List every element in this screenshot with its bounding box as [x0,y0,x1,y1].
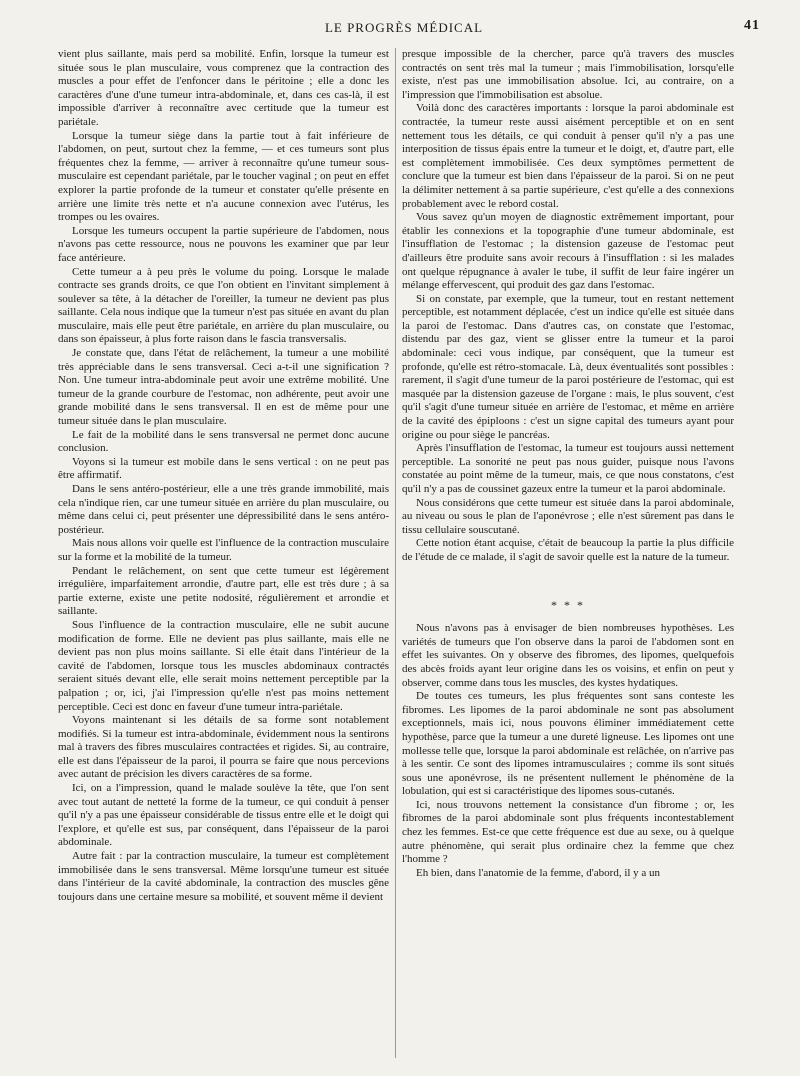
paragraph: Dans le sens antéro-postérieur, elle a une très grande immobilité, mais cela n'indique rien, car une tumeur située en arrière du plan musculaire, ou même dans celui ci, peut présenter une dépressibilité dans le sens antéro-postérieur. [58,483,389,536]
section-separator: * * * [551,597,585,612]
paragraph: Vous savez qu'un moyen de diagnostic extrêmement important, pour établir les connexions et la topographie d'une tumeur abdominale, est l'insufflation de l'estomac ; la distension gazeuse de l'estomac peut d'ailleurs être produite sans avoir recours à l'insufflation : si les malades ont quelque répugnance à avaler le tube, il suffit de leur faire ingérer un mélange effervescent, qui produit des gaz dans l'estomac. [402,211,734,292]
paragraph: De toutes ces tumeurs, les plus fréquentes sont sans conteste les fibromes. Les lipomes de la paroi abdominale ne sont pas absolument exceptionnels, mais ici, nous pouvons éliminer immédiatement cette hypothèse, parce que la tumeur a une dureté ligneuse. Les lipomes ont une mollesse telle que, lorsque la paroi abdominale est relâchée, on n'arrive pas à les sentir. Ce sont des lipomes intramusculaires ; comme ils sont situés sous une aponévrose, ils ne présentent nullement le phénomène de la lobulation, qui est si caractéristique des lipomes sous-cutanés. [402,690,734,798]
paragraph: presque impossible de la chercher, parce qu'à travers des muscles contractés on sent très mal la tumeur ; mais l'immobilisation, lorsqu'elle existe, n'est pas une immobilisation absolue. Ici, au contraire, on a l'impression que l'immobilisation est absolue. [402,48,734,101]
paragraph: Ici, on a l'impression, quand le malade soulève la tête, que l'on sent avec tout autant de netteté la forme de la tumeur, ce qui conduit à penser qu'il n'y a pas une épaisseur considérable de tissus entre elle et le doigt qui l'explore, et qu'elle est sus, par conséquent, dans l'épaisseur de la paroi abdominale. [58,782,389,849]
paragraph: Mais nous allons voir quelle est l'influence de la contraction musculaire sur la forme et la mobilité de la tumeur. [58,537,389,563]
running-header [48,18,760,38]
right-column [402,48,734,880]
paragraph: Autre fait : par la contraction musculaire, la tumeur est complètement immobilisée dans le sens transversal. Même lorsqu'une tumeur est située dans l'intérieur de la cavité abdominale, la contraction des muscles gêne toujours dans une certaine mesure sa mobilité, et souvent même il devient [58,850,389,903]
paragraph: Eh bien, dans l'anatomie de la femme, d'abord, il y a un [416,866,661,879]
paragraph: Ici, nous trouvons nettement la consistance d'un fibrome ; or, les fibromes de la paroi abdominale sont plus fréquents incontestablement chez les femmes. Est-ce que cette fréquence est due au sexe, ou à quelque autre phénomène, qui serait plus ordinaire chez la femme que chez l'homme ? [402,798,734,866]
paragraph: Lorsque les tumeurs occupent la partie supérieure de l'abdomen, nous n'avons pas cette ressource, nous ne pouvons les examiner que par leur face antérieure. [58,224,389,264]
paragraph: Je constate que, dans l'état de relâchement, la tumeur a une mobilité très appréciable dans le sens transversal. Ceci a-t-il une signification ? Non. Une tumeur intra-abdominale peut avoir une extrême mobilité. Une tumeur de la grande courbure de l'estomac, non adhérente, peut avoir une grande mobilité dans le sens transversal. Il en est de même pour une tumeur située dans le plan musculaire. [58,347,389,428]
paragraph: Cette notion étant acquise, c'était de beaucoup la partie la plus difficile de l'étude de ce malade, il s'agit de savoir quelle est la nature de la tumeur. [402,537,734,563]
paragraph: vient plus saillante, mais perd sa mobilité. Enfin, lorsque la tumeur est située sous le plan musculaire, vous comprenez que la contraction des muscles a pour effet de l'enfoncer dans le péritoine ; elle a donc les caractères d'une d'une tumeur intra-abdominale, et, dans ces cas-là, il est impossible d'arriver à reconnaître avec certitude que la tumeur est pariétale. [58,48,389,128]
paragraph: Voyons si la tumeur est mobile dans le sens vertical : on ne peut pas être affirmatif. [58,455,389,482]
left-column [58,48,389,904]
paragraph: Voilà donc des caractères importants : lorsque la paroi abdominale est contractée, la tumeur reste aussi aisément perceptible et on en sent nettement tous les détails, ce qui conduit à penser qu'il n'y a pas une interposition de tissus épais entre la tumeur et le doigt, et, d'autre part, elle est complètement immobilisée. Ces deux symptômes permettent de conclure que la tumeur est bien dans l'épaisseur de la paroi. Si on ne peut la délimiter nettement à sa partie supérieure, c'est qu'elle a des connexions probablement avec le rebord costal. [402,102,734,210]
page-number: 41 [744,18,760,33]
paragraph: Cette tumeur a à peu près le volume du poing. Lorsque le malade contracte ses grands droits, ce que l'on obtient en l'invitant simplement à soulever sa tête, à la détacher de l'oreiller, la tumeur ne devient pas plus saillante. Cela nous indique que la tumeur n'est pas située en avant du plan musculaire, mais elle peut être pariétale, en arrière du plan musculaire, ou dans son épaisseur, à plus forte raison dans le fascia transversalis. [58,265,389,346]
paragraph: Nous n'avons pas à envisager de bien nombreuses hypothèses. Les variétés de tumeurs que l'on observe dans la paroi de l'abdomen sont en effet les suivantes. On y observe des fibromes, des lipomes, quelquefois des abcès froids ayant leur origine dans les os voisins, et enfin on peut y observer, comme dans tous les muscles, des kystes hydatiques. [402,622,734,689]
column-divider [395,48,396,1058]
paragraph: Après l'insufflation de l'estomac, la tumeur est toujours aussi nettement perceptible. La sonorité ne peut pas nous guider, puisque nous l'avons constatée au point même de la tumeur, mais, ce que nous constatons, c'est qu'il n'y a pas de coussinet gazeux entre la tumeur et la paroi abdominale. [402,442,734,495]
paragraph: Nous considérons que cette tumeur est située dans la paroi abdominale, au niveau ou sous le plan de l'aponévrose ; elle n'est sûrement pas dans le tissu cellulaire souscutané. [402,496,734,536]
paragraph: Si on constate, par exemple, que la tumeur, tout en restant nettement perceptible, est notamment déplacée, c'est un indice qu'elle est située dans la paroi de l'estomac. Dans d'autres cas, on constate que l'estomac, distendu par des gaz, vient se glisser entre la tumeur et la paroi abdominale: ceci vous indique, par conséquent, que la tumeur est profonde, qu'elle est rétro-stomacale. Là, deux éventualités sont possibles : rarement, il s'agit d'une tumeur de la paroi postérieure de l'estomac, qui est masquée par la distension gazeuse de l'organe : mais, le plus souvent, c'est qu'il s'agit d'une tumeur située en arrière de l'estomac, et même en arrière de la cavité des épiploons : c'est un signe capital des tumeurs ayant pour origine ou pour siège le pancréas. [402,292,734,441]
paragraph: Voyons maintenant si les détails de sa forme sont notablement modifiés. Si la tumeur est intra-abdominale, évidemment nous la sentirons mal à travers des fibres musculaires contractées et rigides. Si, au contraire, elle est dans l'épaisseur de la paroi, il pourra se faire que nous percevions avec autant de précision les divers caractères de sa forme. [58,714,389,781]
paragraph: Le fait de la mobilité dans le sens transversal ne permet donc aucune conclusion. [58,428,389,455]
paragraph: Lorsque la tumeur siège dans la partie tout à fait inférieure de l'abdomen, on peut, surtout chez la femme, — et ces tumeurs sont plus fréquentes chez la femme, — arriver à reconnaître qu'une tumeur sous-musculaire est cependant pariétale, par le toucher vaginal ; on peut en effet explorer la partie profonde de la tumeur et constater qu'elle présente en arrière une limite très nette et n'a aucune connexion avec l'utérus, les trompes ou les ovaires. [58,129,389,224]
paragraph: Sous l'influence de la contraction musculaire, elle ne subit aucune modification de forme. Elle ne devient pas plus saillante, mais elle ne devient pas non plus moins saillante. Si elle était dans l'intérieur de la cavité de l'abdomen, lorsque tous les muscles abdominaux contractés seraient situés devant elle, elle serait moins nettement perceptible par la palpation ; or, ici, j'ai l'impression qu'elle n'est pas moins nettement perceptible. Ceci est donc en faveur d'une tumeur intra-pariétale. [58,618,389,713]
journal-title: LE PROGRÈS MÉDICAL [324,20,484,35]
paragraph: Pendant le relâchement, on sent que cette tumeur est légèrement irrégulière, imparfaitement arrondie, d'autre part, elle est très dure ; à sa partie externe, existe une petite nodosité, régulièrement et arrondie et saillante. [58,564,389,618]
